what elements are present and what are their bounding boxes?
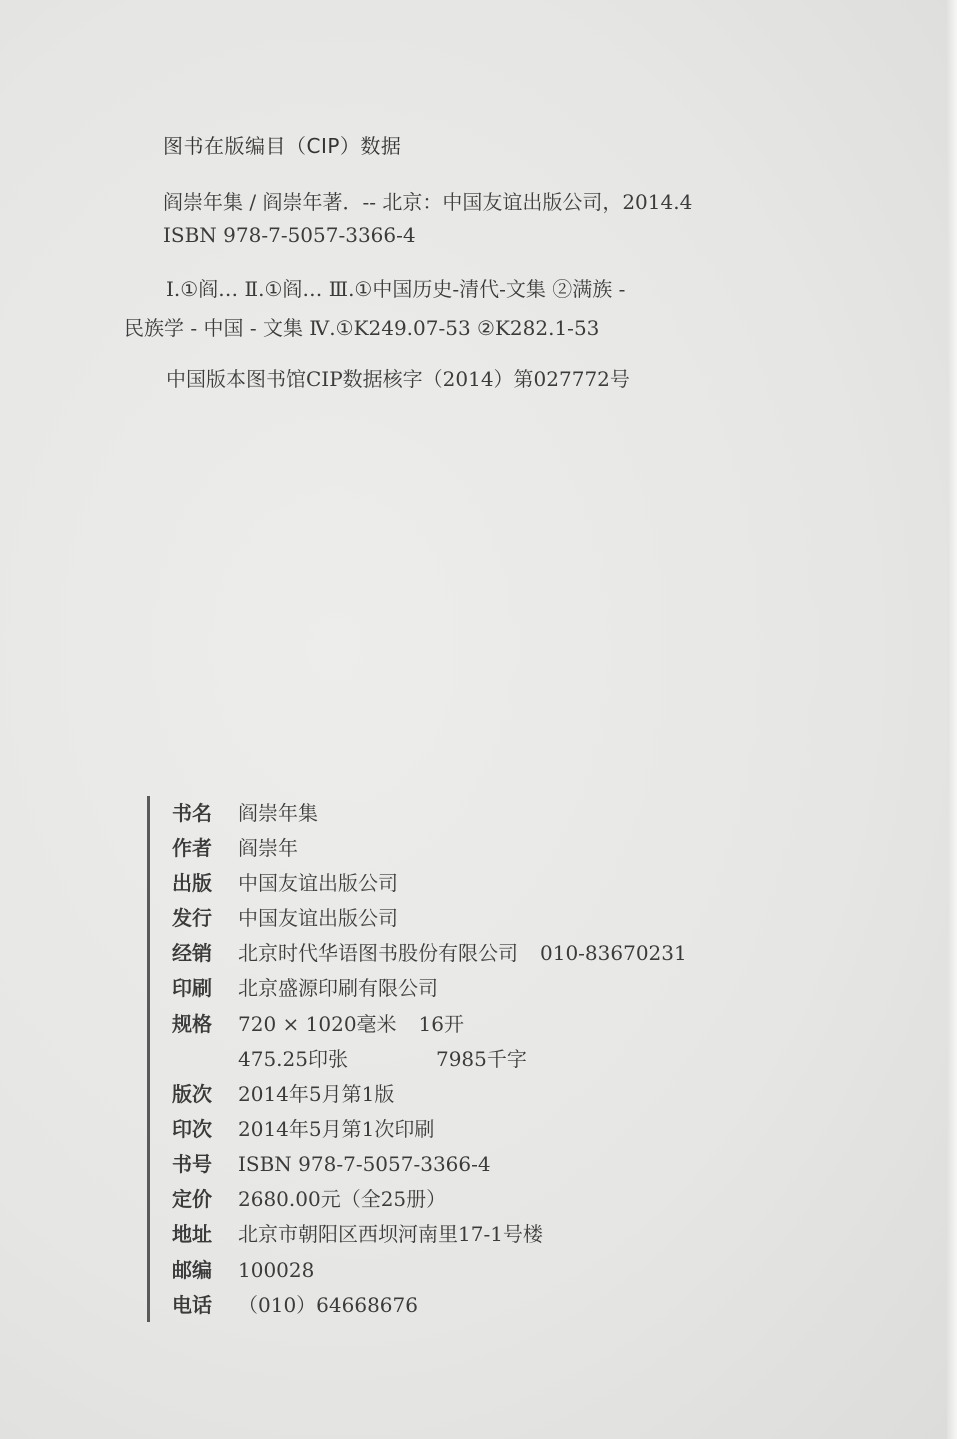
value-address: 北京市朝阳区西坝河南里17-1号楼: [238, 1222, 543, 1246]
value-format-folio: 16开: [418, 1012, 464, 1036]
label-title: 书名: [172, 801, 212, 825]
row-distributor: [172, 936, 687, 971]
value-title: 阎崇年集: [238, 801, 318, 825]
row-edition: [172, 1077, 394, 1112]
value-isbn: ISBN 978-7-5057-3366-4: [238, 1152, 491, 1176]
label-printing: 印次: [172, 1117, 212, 1141]
value-printer: 北京盛源印刷有限公司: [238, 976, 438, 1000]
row-postcode: [172, 1253, 314, 1288]
label-author: 作者: [172, 836, 212, 860]
page-edge: [947, 0, 957, 1439]
faint-bleed-through: [190, 420, 310, 750]
row-format-2: [172, 1042, 527, 1077]
row-printing: [172, 1112, 434, 1147]
row-price: [172, 1182, 446, 1217]
label-distributor: 经销: [172, 941, 212, 965]
cip-line-3: Ⅰ.①阎… Ⅱ.①阎… Ⅲ.①中国历史-清代-文集 ②满族 -: [166, 277, 626, 301]
value-distributor: 北京时代华语图书股份有限公司: [238, 941, 518, 965]
cip-line-1: 阎崇年集 / 阎崇年著．-- 北京：中国友谊出版公司，2014.4: [163, 190, 693, 214]
label-isbn: 书号: [172, 1152, 212, 1176]
row-printer: [172, 971, 438, 1006]
value-publisher: 中国友谊出版公司: [238, 871, 398, 895]
value-telephone: （010）64668676: [238, 1293, 418, 1317]
row-author: [172, 831, 298, 866]
label-postcode: 邮编: [172, 1258, 212, 1282]
row-format: [172, 1007, 464, 1042]
label-edition: 版次: [172, 1082, 212, 1106]
row-isbn: [172, 1147, 491, 1182]
row-title: [172, 796, 318, 831]
value-printing: 2014年5月第1次印刷: [238, 1117, 435, 1141]
label-issuer: 发行: [172, 906, 212, 930]
row-publisher: [172, 866, 398, 901]
value-edition: 2014年5月第1版: [238, 1082, 395, 1106]
value-format-words: 7985千字: [435, 1047, 527, 1071]
row-address: [172, 1217, 543, 1252]
value-issuer: 中国友谊出版公司: [238, 906, 398, 930]
label-telephone: 电话: [172, 1293, 212, 1317]
value-format-size: 720 × 1020毫米: [238, 1012, 397, 1036]
colophon: [147, 796, 790, 1322]
cip-line-5: 中国版本图书馆CIP数据核字（2014）第027772号: [166, 367, 630, 391]
value-distributor-phone: 010-83670231: [540, 941, 687, 965]
value-price: 2680.00元（全25册）: [238, 1187, 447, 1211]
label-price: 定价: [172, 1187, 212, 1211]
label-address: 地址: [172, 1222, 212, 1246]
value-postcode: 100028: [238, 1258, 315, 1282]
label-publisher: 出版: [172, 871, 212, 895]
label-format: 规格: [172, 1012, 212, 1036]
cip-heading: 图书在版编目（CIP）数据: [163, 134, 402, 158]
row-telephone: [172, 1288, 418, 1323]
label-printer: 印刷: [172, 976, 212, 1000]
cip-line-4: 民族学 - 中国 - 文集 Ⅳ.①K249.07-53 ②K282.1-53: [124, 316, 600, 340]
value-author: 阎崇年: [238, 836, 298, 860]
cip-line-2: ISBN 978-7-5057-3366-4: [163, 223, 416, 247]
row-issuer: [172, 901, 398, 936]
value-format-sheets: 475.25印张: [238, 1047, 348, 1071]
